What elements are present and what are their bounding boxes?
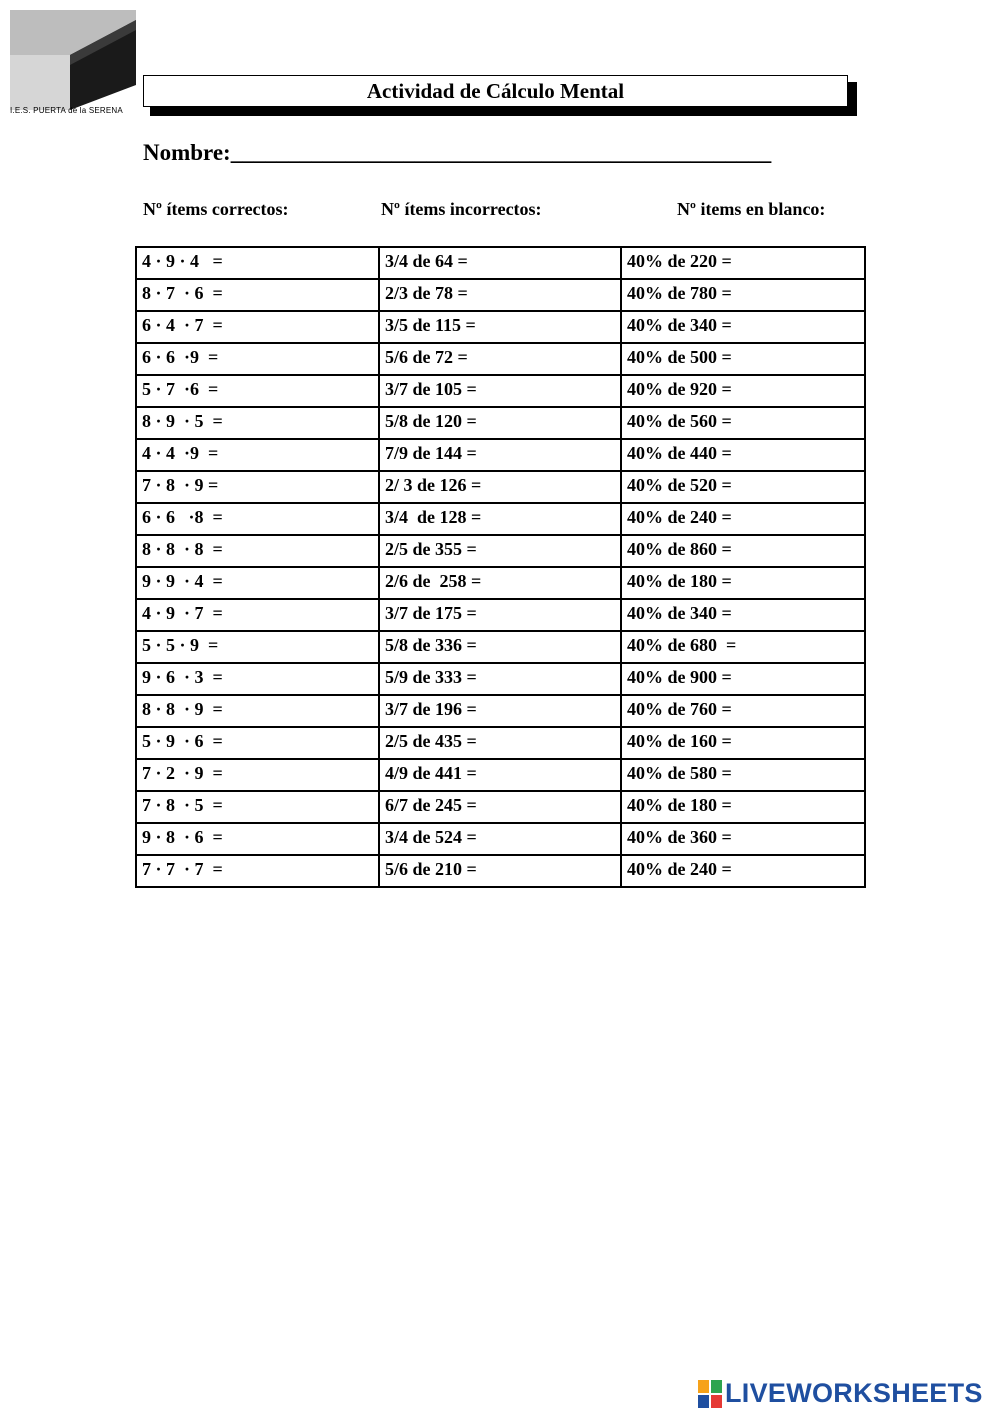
fraction-cell: 3/4 de 64 = [379, 247, 621, 279]
fraction-cell: 3/4 de 524 = [379, 823, 621, 855]
table-row [136, 855, 865, 887]
percentage-cell: 40% de 860 = [621, 535, 865, 567]
multiplication-cell: 9 · 8 · 6 = [136, 823, 379, 855]
multiplication-cell: 7 · 8 · 5 = [136, 791, 379, 823]
multiplication-cell: 7 · 7 · 7 = [136, 855, 379, 887]
fraction-cell: 7/9 de 144 = [379, 439, 621, 471]
fraction-cell: 2/5 de 435 = [379, 727, 621, 759]
multiplication-cell: 4 · 9 · 4 = [136, 247, 379, 279]
table-row [136, 375, 865, 407]
percentage-cell: 40% de 340 = [621, 311, 865, 343]
table-row [136, 759, 865, 791]
table-row [136, 567, 865, 599]
fraction-cell: 3/4 de 128 = [379, 503, 621, 535]
fraction-cell: 3/7 de 196 = [379, 695, 621, 727]
liveworksheets-logo-icon [698, 1380, 722, 1408]
fraction-cell: 5/6 de 72 = [379, 343, 621, 375]
percentage-cell: 40% de 500 = [621, 343, 865, 375]
multiplication-cell: 7 · 8 · 9 = [136, 471, 379, 503]
multiplication-cell: 8 · 7 · 6 = [136, 279, 379, 311]
multiplication-cell: 9 · 6 · 3 = [136, 663, 379, 695]
percentage-cell: 40% de 520 = [621, 471, 865, 503]
table-row [136, 823, 865, 855]
fraction-cell: 5/8 de 120 = [379, 407, 621, 439]
fraction-cell: 4/9 de 441 = [379, 759, 621, 791]
table-row [136, 439, 865, 471]
percentage-cell: 40% de 560 = [621, 407, 865, 439]
percentage-cell: 40% de 160 = [621, 727, 865, 759]
percentage-cell: 40% de 780 = [621, 279, 865, 311]
multiplication-cell: 9 · 9 · 4 = [136, 567, 379, 599]
percentage-cell: 40% de 440 = [621, 439, 865, 471]
percentage-cell: 40% de 900 = [621, 663, 865, 695]
exercise-table [135, 246, 866, 888]
percentage-cell: 40% de 180 = [621, 791, 865, 823]
percentage-cell: 40% de 240 = [621, 855, 865, 887]
fraction-cell: 6/7 de 245 = [379, 791, 621, 823]
incorrect-items-label: Nº ítems incorrectos: [381, 199, 542, 219]
name-field-label: Nombre:_______________________________________________ [143, 140, 772, 165]
multiplication-cell: 6 · 4 · 7 = [136, 311, 379, 343]
table-row [136, 535, 865, 567]
worksheet-title: Actividad de Cálculo Mental [143, 75, 848, 107]
multiplication-cell: 4 · 9 · 7 = [136, 599, 379, 631]
fraction-cell: 2/3 de 78 = [379, 279, 621, 311]
blank-items-label: Nº items en blanco: [677, 199, 826, 219]
multiplication-cell: 6 · 6 ·9 = [136, 343, 379, 375]
table-row [136, 663, 865, 695]
fraction-cell: 5/8 de 336 = [379, 631, 621, 663]
percentage-cell: 40% de 220 = [621, 247, 865, 279]
multiplication-cell: 8 · 8 · 8 = [136, 535, 379, 567]
table-row [136, 727, 865, 759]
brand-name: LIVEWORKSHEETS [725, 1378, 983, 1408]
multiplication-cell: 7 · 2 · 9 = [136, 759, 379, 791]
table-row [136, 695, 865, 727]
correct-items-label: Nº ítems correctos: [143, 199, 289, 219]
table-row [136, 407, 865, 439]
multiplication-cell: 8 · 9 · 5 = [136, 407, 379, 439]
fraction-cell: 2/6 de 258 = [379, 567, 621, 599]
table-row [136, 279, 865, 311]
percentage-cell: 40% de 340 = [621, 599, 865, 631]
table-row [136, 599, 865, 631]
school-logo [10, 10, 136, 118]
table-row [136, 791, 865, 823]
liveworksheets-brand [698, 1378, 983, 1409]
percentage-cell: 40% de 760 = [621, 695, 865, 727]
table-row [136, 343, 865, 375]
table-row [136, 247, 865, 279]
fraction-cell: 3/7 de 105 = [379, 375, 621, 407]
percentage-cell: 40% de 920 = [621, 375, 865, 407]
percentage-cell: 40% de 240 = [621, 503, 865, 535]
table-row [136, 471, 865, 503]
table-row [136, 631, 865, 663]
percentage-cell: 40% de 580 = [621, 759, 865, 791]
fraction-cell: 3/7 de 175 = [379, 599, 621, 631]
school-name-caption: I.E.S. PUERTA de la SERENA [10, 106, 123, 115]
fraction-cell: 2/5 de 355 = [379, 535, 621, 567]
multiplication-cell: 4 · 4 ·9 = [136, 439, 379, 471]
multiplication-cell: 6 · 6 ·8 = [136, 503, 379, 535]
percentage-cell: 40% de 680 = [621, 631, 865, 663]
fraction-cell: 3/5 de 115 = [379, 311, 621, 343]
percentage-cell: 40% de 360 = [621, 823, 865, 855]
multiplication-cell: 5 · 5 · 9 = [136, 631, 379, 663]
fraction-cell: 2/ 3 de 126 = [379, 471, 621, 503]
fraction-cell: 5/6 de 210 = [379, 855, 621, 887]
multiplication-cell: 8 · 8 · 9 = [136, 695, 379, 727]
multiplication-cell: 5 · 7 ·6 = [136, 375, 379, 407]
multiplication-cell: 5 · 9 · 6 = [136, 727, 379, 759]
table-row [136, 503, 865, 535]
fraction-cell: 5/9 de 333 = [379, 663, 621, 695]
percentage-cell: 40% de 180 = [621, 567, 865, 599]
table-row [136, 311, 865, 343]
